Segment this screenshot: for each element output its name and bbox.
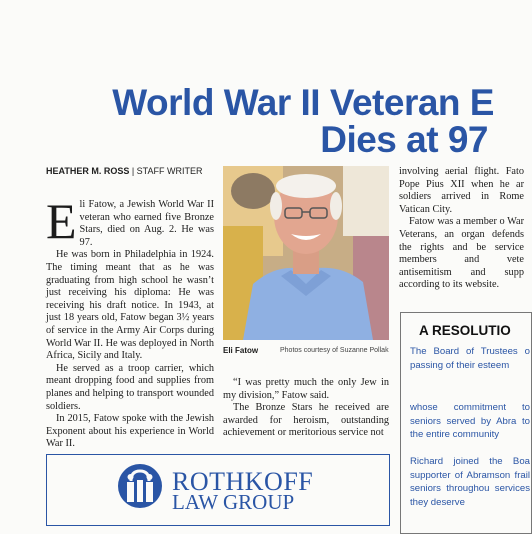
rothkoff-ad <box>46 454 390 526</box>
article-paragraph: involving aerial flight. Fato Pope Pius XII when he ar soldiers arrived in Rome Vatican City. <box>399 166 524 215</box>
ad-name-line-2: LAW GROUP <box>172 490 295 514</box>
resolution-paragraph: Richard joined the Boa supporter of Abramson frail seniors throughou services they deserve <box>410 456 530 508</box>
photo-caption <box>223 346 389 355</box>
headline <box>0 84 494 158</box>
caption-credit: Photos courtesy of Suzanne Pollak <box>280 347 389 354</box>
article-paragraph: “I was pretty much the only Jew in my division,” Fatow said. <box>223 377 389 401</box>
caption-name: Eli Fatow <box>223 346 259 355</box>
article-paragraph: He served as a troop carrier, which meant dropping food and supplies from planes and helping to transport wounded soldiers. <box>46 362 214 412</box>
resolution-paragraph: whose commitment to seniors served by Abra to the entire community <box>410 402 530 441</box>
paragraph-text: li Fatow, a Jewish World War II veteran who earned five Bronze Stars, died on Aug. 2. He was 97. <box>79 199 214 248</box>
rothkoff-logo-icon <box>117 463 163 509</box>
headline-line-2: Dies at 97 <box>320 119 488 160</box>
article-column-1 <box>46 193 214 451</box>
ad-name-line-1: ROTHKOFF <box>172 467 314 496</box>
article-paragraph: In 2015, Fatow spoke with the Jewish Exponent about his experience in World War II. <box>46 413 214 450</box>
byline-author: HEATHER M. ROSS <box>46 166 130 176</box>
article-paragraph <box>46 193 214 249</box>
portrait-illustration <box>223 166 389 340</box>
article-column-2 <box>223 377 389 440</box>
article-paragraph: Fatow was a member o War Veterans, an organ defends the rights and be service members and vete antisemitism and supp according to its website. <box>399 216 524 291</box>
byline-role: | STAFF WRITER <box>129 166 203 176</box>
eli-fatow-photo <box>223 166 389 340</box>
article-paragraph: The Bronze Stars he received are awarded for heroism, outstanding achievement or meritorious service not <box>223 402 389 439</box>
headline-line-1: World War II Veteran E <box>112 82 494 123</box>
resolution-paragraph: The Board of Trustees o passing of their esteem <box>410 346 530 371</box>
resolution-box <box>400 312 532 534</box>
byline <box>46 166 203 176</box>
article-paragraph: He was born in Philadelphia in 1924. The timing meant that as he was graduating from high school he wasn’t just receiving his diploma: He was receiving his draft notice. In 1943, at just 18 years old, Fatow began 3½ years of service in the Army Air Corps during World War II. He was deployed in North Africa, Sicily and Italy. <box>46 249 214 362</box>
article-column-3 <box>399 166 524 292</box>
drop-cap: E <box>46 193 77 249</box>
resolution-title: A RESOLUTIO <box>419 323 511 338</box>
